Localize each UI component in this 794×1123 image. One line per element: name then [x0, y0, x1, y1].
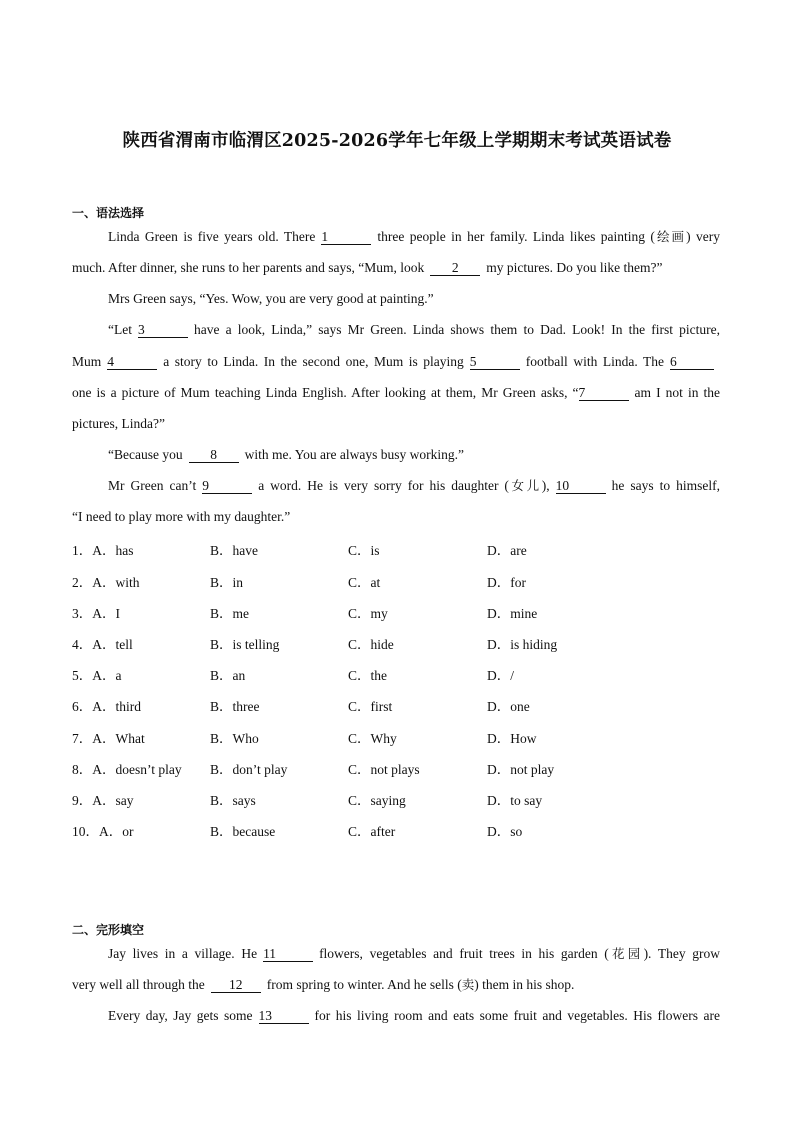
blank-8: 8 — [189, 447, 239, 463]
option-a[interactable]: 2．A．with — [72, 575, 140, 590]
option-c[interactable]: C．the — [348, 668, 387, 683]
option-a[interactable]: 8．A．doesn’t play — [72, 762, 182, 777]
option-c[interactable]: C．at — [348, 575, 381, 590]
passage1-line3: Mrs Green says, “Yes. Wow, you are very good at painting.” — [108, 291, 434, 306]
option-c[interactable]: C．saying — [348, 793, 406, 808]
question-7-options — [72, 727, 732, 745]
blank-13: 13 — [259, 1008, 309, 1024]
option-c[interactable]: C．after — [348, 824, 396, 839]
option-d[interactable]: D．How — [487, 731, 537, 746]
passage1-line10: “I need to play more with my daughter.” — [72, 509, 291, 524]
blank-2: 2 — [430, 260, 480, 276]
option-c[interactable]: C．Why — [348, 731, 397, 746]
option-c[interactable]: C．is — [348, 543, 380, 558]
passage2-line3: Every day, Jay gets some 13 for his living room and eats some fruit and vegetables. His flowers are — [108, 1008, 720, 1023]
blank-12: 12 — [211, 977, 261, 993]
option-d[interactable]: D．are — [487, 543, 527, 558]
question-4-options — [72, 633, 732, 651]
option-a[interactable]: 6．A．third — [72, 699, 141, 714]
blank-10: 10 — [556, 478, 606, 494]
option-c[interactable]: C．first — [348, 699, 393, 714]
option-c[interactable]: C．hide — [348, 637, 394, 652]
passage1-line6: one is a picture of Mum teaching Linda English. After looking at them, Mr Green asks, “7 am I not in the — [72, 385, 720, 400]
option-d[interactable]: D．not play — [487, 762, 555, 777]
option-d[interactable]: D．for — [487, 575, 526, 590]
option-a[interactable]: 5．A．a — [72, 668, 122, 683]
blank-7: 7 — [579, 385, 629, 401]
option-a[interactable]: 4．A．tell — [72, 637, 133, 652]
passage1-line5: Mum 4 a story to Linda. In the second one, Mum is playing 5 football with Linda. The 6 — [72, 353, 720, 371]
blank-3: 3 — [138, 322, 188, 338]
blank-4: 4 — [107, 354, 157, 370]
question-5-options — [72, 664, 732, 682]
option-a[interactable]: 3．A．I — [72, 606, 120, 621]
passage1-line1: Linda Green is five years old. There 1 three people in her family. Linda likes painting (绘画) very — [108, 229, 721, 244]
passage2-line1: Jay lives in a village. He 11 flowers, vegetables and fruit trees in his garden (花园). They grow — [108, 946, 720, 961]
question-9-options — [72, 789, 732, 807]
option-d[interactable]: D．/ — [487, 668, 514, 683]
passage1-line2: much. After dinner, she runs to her parents and says, “Mum, look 2 my pictures. Do you like them?” — [72, 260, 663, 275]
option-b[interactable]: B．me — [210, 606, 249, 621]
passage2-line2: very well all through the 12 from spring to winter. And he sells (卖) them in his shop. — [72, 977, 575, 992]
option-d[interactable]: D．mine — [487, 606, 538, 621]
option-b[interactable]: B．is telling — [210, 637, 280, 652]
passage1-line9: Mr Green can’t 9 a word. He is very sorry for his daughter (女儿), 10 he says to himself, — [108, 478, 721, 493]
passage1-line7: pictures, Linda?” — [72, 416, 165, 431]
question-3-options — [72, 602, 732, 620]
question-6-options — [72, 695, 732, 713]
option-b[interactable]: B．Who — [210, 731, 259, 746]
question-8-options — [72, 758, 732, 776]
page-title: 陕西省渭南市临渭区2025-2026学年七年级上学期期末考试英语试卷 — [122, 131, 672, 151]
blank-11: 11 — [263, 946, 313, 962]
question-10-options — [72, 820, 732, 838]
option-a[interactable]: 10．A．or — [72, 824, 134, 839]
option-a[interactable]: 9．A．say — [72, 793, 134, 808]
option-b[interactable]: B．don’t play — [210, 762, 288, 777]
passage1-line8: “Because you 8 with me. You are always busy working.” — [108, 447, 464, 462]
option-d[interactable]: D．is hiding — [487, 637, 558, 652]
section-heading-cloze: 二、完形填空 — [72, 923, 145, 937]
question-2-options — [72, 571, 732, 589]
blank-1: 1 — [321, 229, 371, 245]
option-b[interactable]: B．because — [210, 824, 276, 839]
section-heading-grammar: 一、语法选择 — [72, 206, 145, 220]
option-c[interactable]: C．my — [348, 606, 388, 621]
option-c[interactable]: C．not plays — [348, 762, 420, 777]
question-1-options — [72, 539, 732, 557]
option-b[interactable]: B．an — [210, 668, 246, 683]
blank-9: 9 — [202, 478, 252, 494]
option-d[interactable]: D．one — [487, 699, 530, 714]
option-a[interactable]: 1．A．has — [72, 543, 134, 558]
blank-5: 5 — [470, 354, 520, 370]
option-b[interactable]: B．says — [210, 793, 256, 808]
option-d[interactable]: D．so — [487, 824, 523, 839]
option-b[interactable]: B．have — [210, 543, 258, 558]
option-a[interactable]: 7．A．What — [72, 731, 145, 746]
passage1-line4: “Let 3 have a look, Linda,” says Mr Green. Linda shows them to Dad. Look! In the first picture, — [108, 322, 720, 337]
option-b[interactable]: B．three — [210, 699, 260, 714]
option-b[interactable]: B．in — [210, 575, 244, 590]
blank-6: 6 — [670, 354, 714, 370]
option-d[interactable]: D．to say — [487, 793, 543, 808]
